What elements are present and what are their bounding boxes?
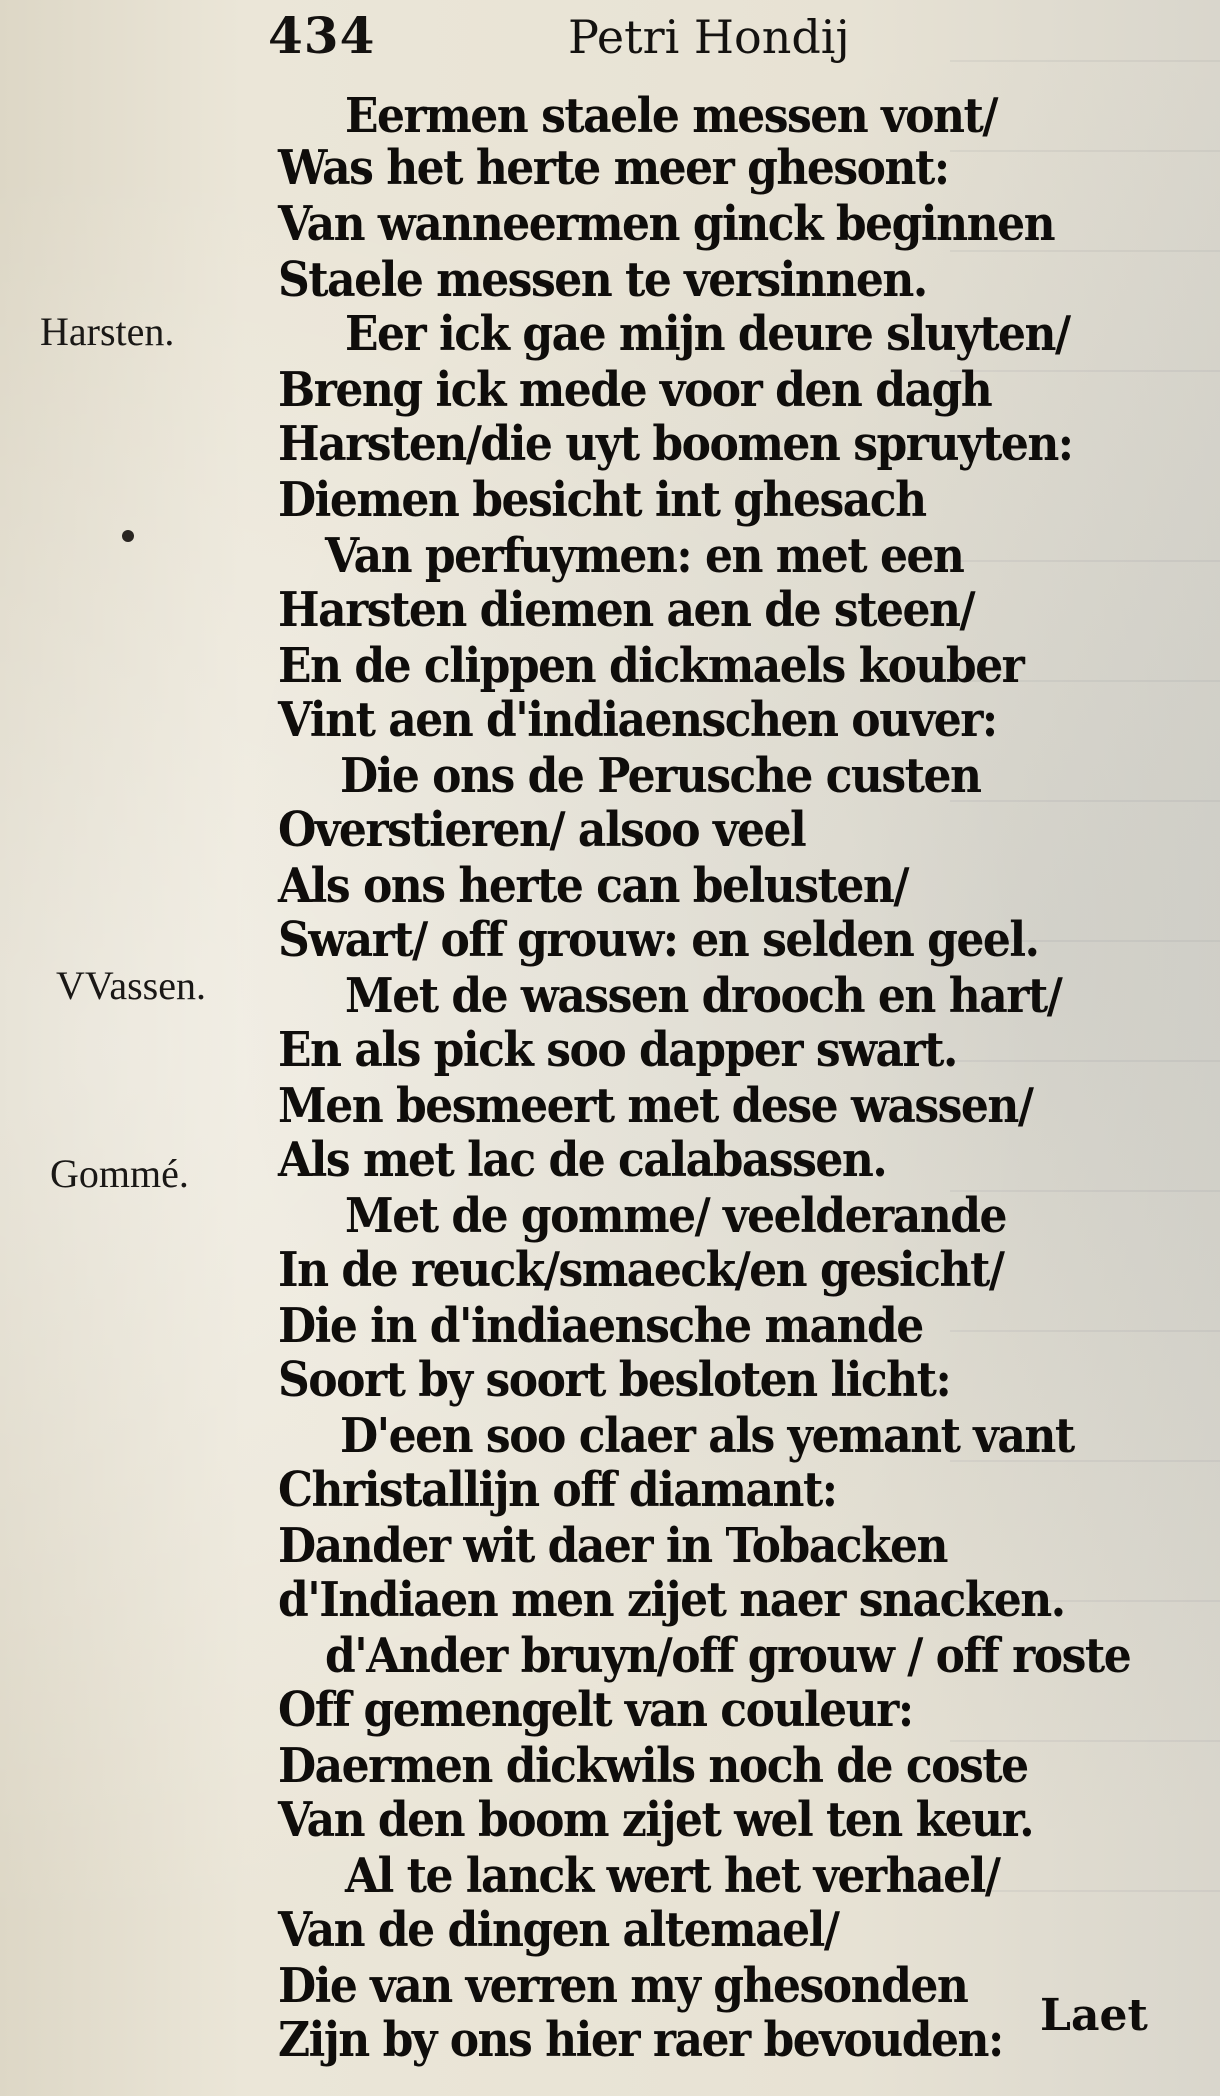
- verse-line: Met de wassen drooch en hart/: [345, 968, 1062, 1024]
- verse-line: Was het herte meer ghesont:: [278, 140, 949, 196]
- verse-line: d'Ander bruyn/off grouw / off roste: [325, 1628, 1131, 1684]
- verse-line: Diemen besicht int ghesach: [278, 472, 926, 528]
- verse-line: Dander wit daer in Tobacken: [278, 1518, 948, 1574]
- verse-line: D'een soo claer als yemant vant: [340, 1408, 1074, 1464]
- verse-line: En als pick soo dapper swart.: [278, 1022, 957, 1078]
- margin-note-gomme: Gommé.: [50, 1151, 189, 1196]
- verse-line: d'Indiaen men zijet naer snacken.: [278, 1572, 1065, 1628]
- verse-line: Vint aen d'indiaenschen ouver:: [278, 692, 997, 748]
- verse-line: Die in d'indiaensche mande: [278, 1298, 923, 1354]
- margin-note-harsten: Harsten.: [40, 309, 175, 354]
- verse-line: Off gemengelt van couleur:: [278, 1682, 913, 1738]
- verse-line: Van de dingen altemael/: [278, 1902, 839, 1958]
- verse-line: Harsten diemen aen de steen/: [278, 582, 975, 638]
- verse-line: Breng ick mede voor den dagh: [278, 362, 992, 418]
- verse-line: Eermen staele messen vont/: [345, 88, 997, 144]
- running-title: Petri Hondij: [568, 10, 850, 64]
- verse-line: Staele messen te versinnen.: [278, 252, 927, 308]
- verse-line: Eer ick gae mijn deure sluyten/: [345, 306, 1070, 362]
- margin-dot: [122, 530, 134, 542]
- verse-line: Al te lanck wert het verhael/: [345, 1848, 1000, 1904]
- verse-line: Die ons de Perusche custen: [340, 748, 981, 804]
- verse-line: Van den boom zijet wel ten keur.: [278, 1792, 1034, 1848]
- verse-line: Met de gomme/ veelderande: [345, 1188, 1006, 1244]
- catchword: Laet: [1040, 1990, 1148, 2041]
- verse-line: Men besmeert met dese wassen/: [278, 1078, 1033, 1134]
- margin-note-wassen: VVassen.: [56, 963, 206, 1008]
- verse-line: Zijn by ons hier raer bevouden:: [278, 2012, 1003, 2068]
- page-number: 434: [268, 6, 376, 65]
- verse-line: Swart/ off grouw: en selden geel.: [278, 912, 1039, 968]
- verse-line: Die van verren my ghesonden: [278, 1958, 968, 2014]
- verse-line: Als ons herte can belusten/: [278, 858, 908, 914]
- verse-line: Van perfuymen: en met een: [325, 528, 964, 584]
- verse-line: Overstieren/ alsoo veel: [278, 802, 806, 858]
- verse-line: Daermen dickwils noch de coste: [278, 1738, 1028, 1794]
- verse-line: En de clippen dickmaels kouber: [278, 638, 1024, 694]
- verse-line: Harsten/die uyt boomen spruyten:: [278, 416, 1073, 472]
- verse-line: Als met lac de calabassen.: [278, 1132, 887, 1188]
- verse-line: Christallijn off diamant:: [278, 1462, 837, 1518]
- verse-line: Soort by soort besloten licht:: [278, 1352, 951, 1408]
- verse-line: In de reuck/smaeck/en gesicht/: [278, 1242, 1004, 1298]
- verse-line: Van wanneermen ginck beginnen: [278, 196, 1055, 252]
